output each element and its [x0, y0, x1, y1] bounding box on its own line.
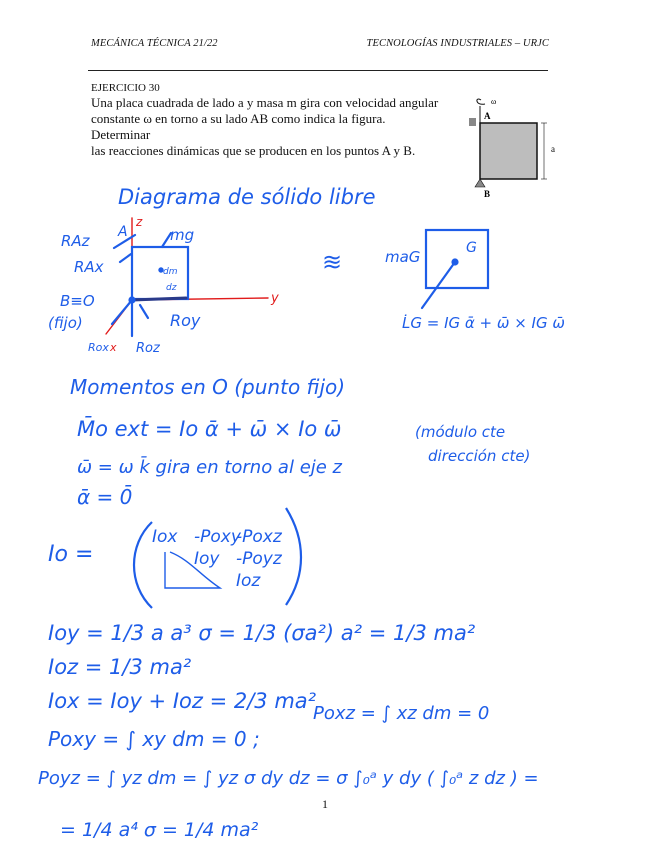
- dsl-title: Diagrama de sólido libre: [118, 185, 376, 209]
- moment-equation: M̄o ext = Io ᾱ + ω̄ × Io ω̄: [77, 417, 342, 441]
- label-x: x: [110, 341, 117, 354]
- moments-heading: Momentos en O (punto fijo): [70, 375, 346, 399]
- label-Rox: Rox: [88, 341, 109, 354]
- statement-line-3: las reacciones dinámicas que se producen en los puntos A y B.: [91, 143, 416, 158]
- RAx-arrow: [120, 254, 131, 262]
- figure-omega: ω: [491, 97, 497, 106]
- tensor-Poxy: -Poxy: [194, 527, 241, 547]
- label-A: A: [118, 224, 128, 240]
- label-B-eq-O: B≡O: [60, 292, 95, 310]
- label-dm: dm: [163, 267, 178, 277]
- label-RAz: RAz: [61, 232, 90, 250]
- Poyz-result: = 1/4 a⁴ σ = 1/4 ma²: [60, 819, 259, 841]
- Poyz-integral: Poyz = ∫ yz dm = ∫ yz σ dy dz = σ ∫₀ᵃ y dy ( ∫₀ᵃ z dz ) =: [38, 768, 539, 789]
- header-left: MECÁNICA TÉCNICA 21/22: [91, 38, 218, 49]
- note-modulo: (módulo cte: [415, 423, 506, 441]
- tensor-Poxz: -Poxz: [236, 527, 282, 547]
- alpha-definition: ᾱ = 0̄: [77, 485, 133, 509]
- figure-side-label: a: [551, 144, 555, 154]
- plate-sketch-right: [426, 230, 488, 288]
- header-right: TECNOLOGÍAS INDUSTRIALES – URJC: [366, 38, 549, 49]
- matrix-left-paren: [134, 522, 152, 608]
- label-Roz: Roz: [136, 341, 160, 356]
- label-RAx: RAx: [74, 258, 104, 276]
- statement-line-2: constante ω en torno a su lado AB como indica la figura. Determinar: [91, 111, 386, 142]
- tensor-Ioz: Ioz: [236, 571, 261, 591]
- exercise-title: EJERCICIO 30: [91, 82, 160, 94]
- note-direccion: dirección cte): [428, 447, 531, 465]
- label-fijo: (fijo): [48, 314, 83, 332]
- matrix-right-paren: [286, 508, 301, 605]
- Poxz-result: Poxz = ∫ xz dm = 0: [313, 703, 490, 724]
- angular-momentum-G: L̇G = IG ᾱ + ω̄ × IG ω̄: [402, 314, 565, 332]
- Ioy-result: Ioy = 1/3 a a³ σ = 1/3 (σa²) a² = 1/3 ma²: [48, 621, 476, 645]
- tensor-Ioy: Ioy: [194, 549, 220, 569]
- Rox-arrow: [112, 300, 132, 324]
- label-dz: dz: [166, 283, 177, 293]
- page-number: 1: [322, 797, 328, 811]
- label-z: z: [136, 215, 143, 229]
- tensor-label: Io =: [48, 542, 94, 567]
- tensor-Iox: Iox: [152, 527, 178, 547]
- plate-sketch: [132, 247, 188, 299]
- Ioz-result: Ioz = 1/3 ma²: [48, 655, 192, 679]
- point-O: [130, 298, 135, 303]
- Iox-result: Iox = Ioy + Ioz = 2/3 ma²: [48, 689, 317, 713]
- Roy-arrow: [140, 305, 148, 318]
- label-Roy: Roy: [170, 311, 201, 330]
- label-G: G: [466, 240, 477, 256]
- label-maG: maG: [385, 248, 421, 266]
- statement-line-1: Una placa cuadrada de lado a y masa m gira con velocidad angular: [91, 95, 439, 110]
- label-mg: mg: [170, 226, 195, 244]
- axis-edge: [132, 298, 186, 300]
- tensor-Poyz: -Poyz: [236, 549, 282, 569]
- figure-label-B: B: [484, 189, 491, 199]
- Poxy-result: Poxy = ∫ xy dm = 0 ;: [48, 727, 260, 751]
- kinetic-diagram: [422, 230, 488, 308]
- equivalence-sign: ≋: [322, 248, 343, 276]
- figure-label-A: A: [484, 111, 491, 121]
- label-y: y: [271, 291, 279, 306]
- omega-definition: ω̄ = ω k̄ gira en torno al eje z: [77, 457, 343, 478]
